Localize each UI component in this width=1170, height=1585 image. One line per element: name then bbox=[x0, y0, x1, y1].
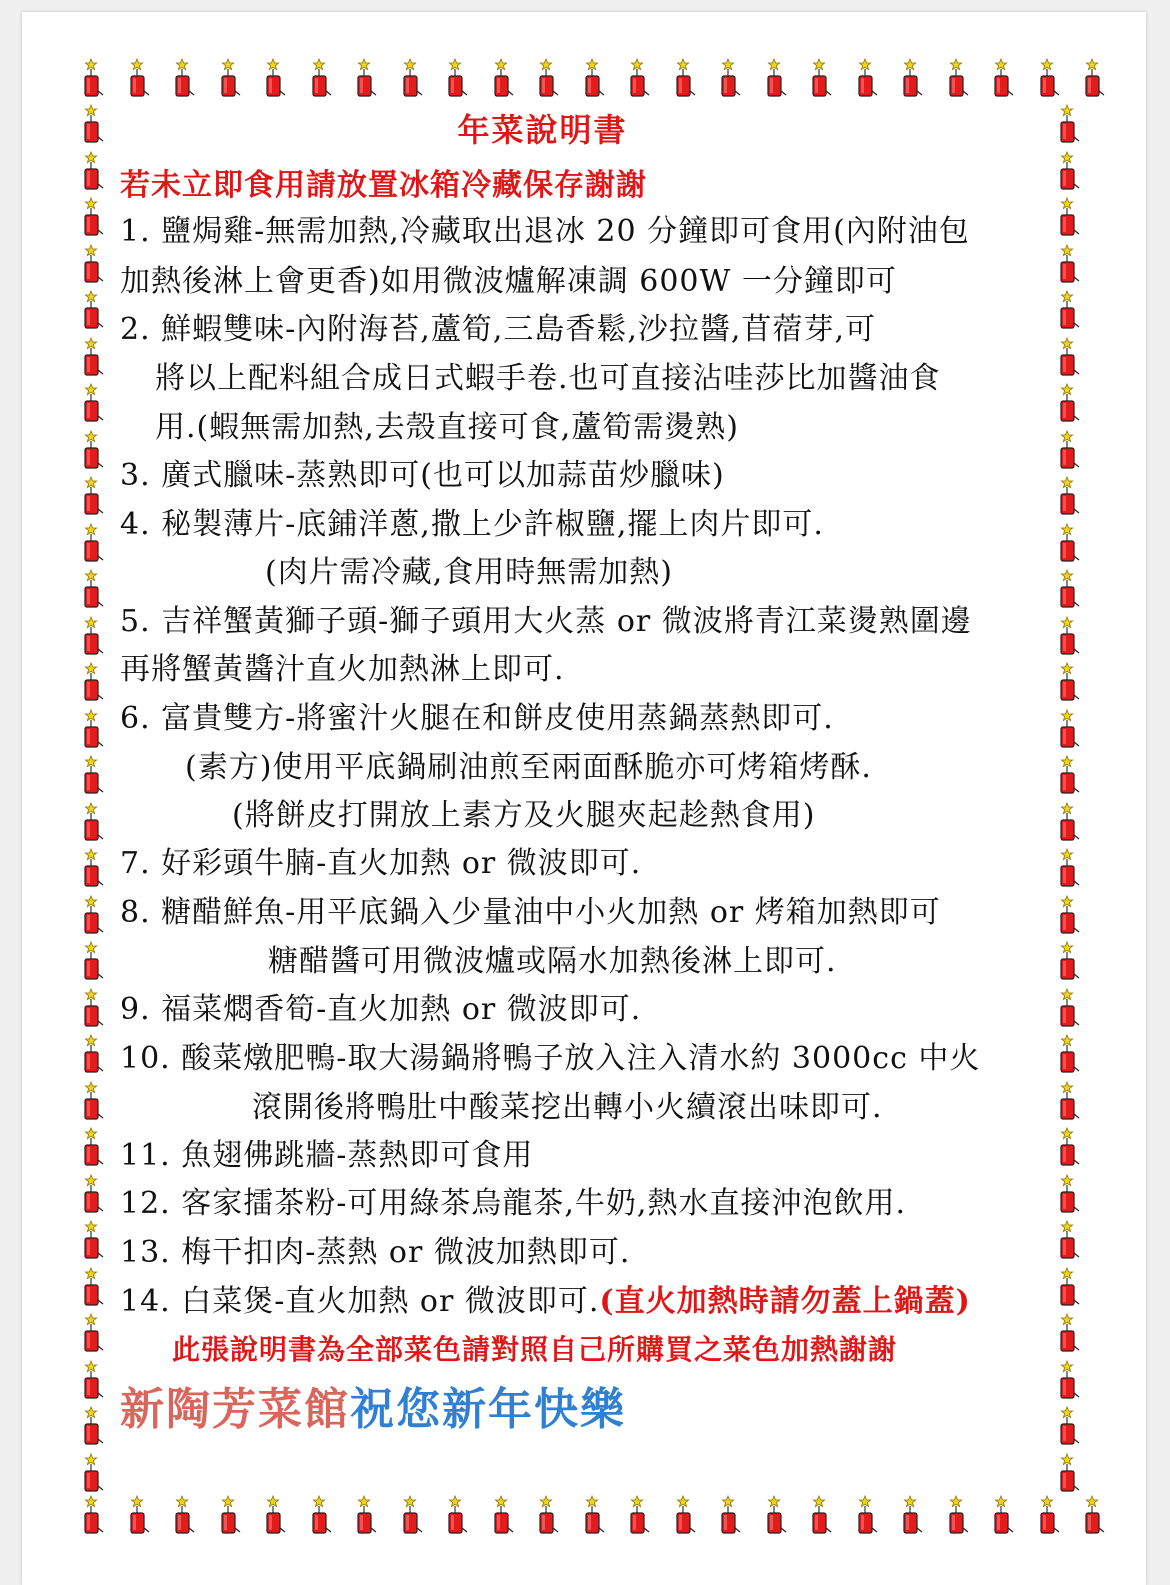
item-14-warning: (直火加熱時請勿蓋上鍋蓋) bbox=[599, 1284, 971, 1319]
item-6-line-1: 6. 富貴雙方-將蜜汁火腿在和餅皮使用蒸鍋蒸熱即可. bbox=[120, 701, 834, 736]
item-8-line-2: 糖醋醬可用微波爐或隔水加熱後淋上即可. bbox=[268, 944, 837, 979]
footer-note: 此張說明書為全部菜色請對照自己所購買之菜色加熱謝謝 bbox=[172, 1333, 898, 1366]
item-4-line-1: 4. 秘製薄片-底鋪洋蔥,撒上少許椒鹽,擺上肉片即可. bbox=[120, 507, 824, 542]
item-2-line-3: 用.(蝦無需加熱,去殼直接可食,蘆筍需燙熟) bbox=[155, 410, 740, 445]
item-4-line-2: (肉片需冷藏,食用時無需加熱) bbox=[265, 555, 673, 590]
item-13-line-1: 13. 梅干扣肉-蒸熱 or 微波加熱即可. bbox=[120, 1235, 631, 1270]
item-14-line-1 bbox=[120, 1282, 971, 1322]
item-5-line-1: 5. 吉祥蟹黃獅子頭-獅子頭用大火蒸 or 微波將青江菜燙熟圍邊 bbox=[120, 604, 972, 639]
item-7-line-1: 7. 好彩頭牛腩-直火加熱 or 微波即可. bbox=[120, 846, 642, 881]
item-5-line-2: 再將蟹黃醬汁直火加熱淋上即可. bbox=[120, 652, 565, 687]
item-12-line-1: 12. 客家擂茶粉-可用綠茶烏龍茶,牛奶,熱水直接沖泡飲用. bbox=[120, 1186, 906, 1221]
item-2-line-1: 2. 鮮蝦雙味-內附海苔,蘆筍,三島香鬆,沙拉醬,苜蓿芽,可 bbox=[120, 312, 876, 347]
item-14-text: 14. 白菜煲-直火加熱 or 微波即可. bbox=[120, 1284, 600, 1319]
item-6-line-3: (將餅皮打開放上素方及火腿夾起趁熱食用) bbox=[232, 798, 816, 833]
item-10-line-2: 滾開後將鴨肚中酸菜挖出轉小火續滾出味即可. bbox=[252, 1090, 883, 1125]
item-3-line-1: 3. 廣式臘味-蒸熟即可(也可以加蒜苗炒臘味) bbox=[120, 458, 725, 493]
item-9-line-1: 9. 福菜燜香筍-直火加熱 or 微波即可. bbox=[120, 992, 642, 1027]
item-2-line-2: 將以上配料組合成日式蝦手卷.也可直接沾哇莎比加醬油食 bbox=[155, 361, 941, 396]
item-1-line-1: 1. 鹽焗雞-無需加熱,冷藏取出退冰 20 分鐘即可食用(內附油包 bbox=[120, 214, 970, 249]
item-8-line-1: 8. 糖醋鮮魚-用平底鍋入少量油中小火加熱 or 烤箱加熱即可 bbox=[120, 895, 941, 930]
item-10-line-1: 10. 酸菜燉肥鴨-取大湯鍋將鴨子放入注入清水約 3000cc 中火 bbox=[120, 1041, 981, 1076]
item-6-line-2: (素方)使用平底鍋刷油煎至兩面酥脆亦可烤箱烤酥. bbox=[185, 750, 872, 785]
greeting-wish: 祝您新年快樂 bbox=[350, 1384, 626, 1435]
greeting-shop-name: 新陶芳菜館 bbox=[120, 1384, 350, 1435]
item-1-line-2: 加熱後淋上會更香)如用微波爐解凍調 600W 一分鐘即可 bbox=[120, 264, 897, 299]
document-title: 年菜說明書 bbox=[457, 111, 628, 149]
greeting bbox=[120, 1380, 626, 1440]
item-11-line-1: 11. 魚翅佛跳牆-蒸熱即可食用 bbox=[120, 1138, 534, 1173]
storage-notice: 若未立即食用請放置冰箱冷藏保存謝謝 bbox=[120, 168, 647, 203]
